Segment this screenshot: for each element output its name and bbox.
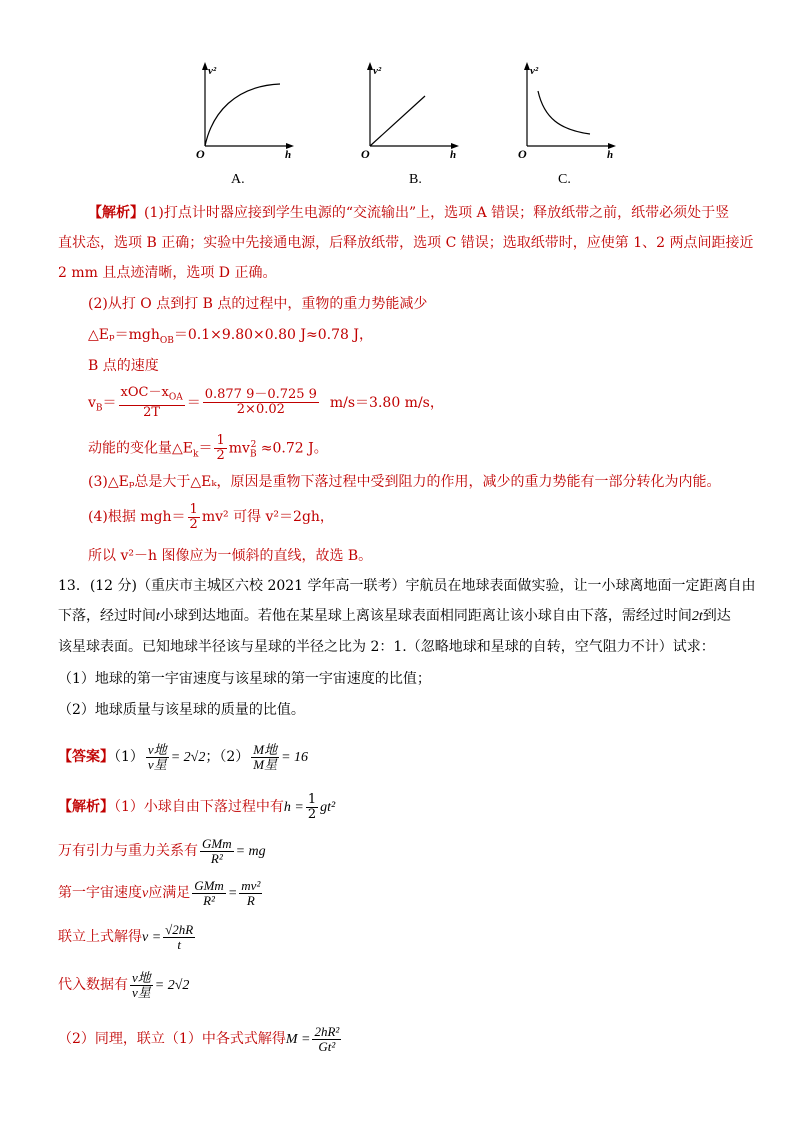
answer-p1: （1） xyxy=(114,749,144,765)
s6-text: （2）同理，联立（1）中各式式解得 xyxy=(58,1031,286,1047)
s6-frac xyxy=(312,1025,341,1054)
s4-eq: v = xyxy=(142,930,162,945)
s5-num: v地 xyxy=(132,969,151,985)
q13-2t: 2t xyxy=(691,609,703,624)
vb-den: 2T xyxy=(143,404,161,420)
s5-den: v星 xyxy=(132,984,151,1000)
q13-line1: 13．(12 分)（重庆市主城区六校 2021 学年高一联考）宇航员在地球表面做实验，让一小球离地面一定距离自由 xyxy=(58,578,756,594)
ek-equation: 动能的变化量$\triangle E_k=$ $\frac{1}{2}$ $mv_B^2 \approx 0.72$ J。 xyxy=(88,433,328,464)
analysis1-tag: 【解析】 xyxy=(88,205,144,221)
s3v: v xyxy=(142,886,149,901)
analysis1-p2b xyxy=(88,325,373,351)
analysis2-s6 xyxy=(58,1024,343,1055)
s1-eq: h = xyxy=(283,800,304,815)
s3a: 第一宇宙速度 xyxy=(58,885,142,901)
s1-frac xyxy=(306,793,318,822)
p4-pre: (4)根据 mgh＝ xyxy=(88,509,186,525)
analysis1-p2c: B 点的速度 xyxy=(88,358,159,374)
s1-post: gt² xyxy=(320,800,336,815)
s1-num: 1 xyxy=(307,791,317,807)
s3-eq: = xyxy=(227,886,238,901)
ek-post: mv xyxy=(228,440,250,457)
answer-r1-frac xyxy=(146,743,169,772)
s3-num: GMm xyxy=(194,877,224,893)
svg-text:h: h xyxy=(450,149,457,161)
answer-r1-den: v星 xyxy=(147,756,167,772)
s1-den: 2 xyxy=(307,806,317,822)
ek-frac xyxy=(214,434,226,463)
answer-r2-num: M地 xyxy=(253,741,278,757)
svg-text:O: O xyxy=(196,147,205,161)
svg-text:h: h xyxy=(285,149,292,161)
delta-ep: △Eₚ＝mgh xyxy=(88,327,160,343)
svg-text:h: h xyxy=(607,149,614,161)
q13-l2b: 小球到达地面。若他在某星球上离该星球表面相同距离让该小球自由下落，需经过时间 xyxy=(159,608,692,624)
answer-line xyxy=(58,742,308,773)
vb-num2: 0.877 9－0.725 9 xyxy=(204,387,317,403)
s3-frac1 xyxy=(192,879,226,908)
vb-lhs-sub: B xyxy=(95,403,103,414)
ek-sub: k xyxy=(193,449,199,460)
vb-num-rest: OC－x xyxy=(127,385,169,400)
analysis2-s4 xyxy=(58,922,197,953)
graph-b xyxy=(355,58,465,168)
analysis1-line3: 2 mm 且点迹清晰，选项 D 正确。 xyxy=(58,265,277,281)
s3-den2: R xyxy=(246,892,255,908)
answer-r2-den: M星 xyxy=(253,756,278,772)
graph-a-label: A. xyxy=(231,172,245,187)
vb-den2: 2×0.02 xyxy=(236,402,285,418)
answer-r1-val: = 2√2 xyxy=(170,750,206,765)
svg-text:v²: v² xyxy=(530,65,539,77)
s4-frac xyxy=(163,923,195,952)
vb-frac2 xyxy=(203,388,319,417)
analysis1-line2: 直状态，选项 B 正确；实验中先接通电源，后释放纸带，选项 C 错误；选取纸带时，应使第 1、2 两点间距接近 xyxy=(58,235,754,251)
ek-num: 1 xyxy=(216,433,225,449)
analysis2-s3 xyxy=(58,878,264,909)
delta-ep-rest: ＝0.1×9.80×0.80 J≈0.78 J， xyxy=(173,327,373,343)
q13-line2 xyxy=(58,606,731,627)
analysis2-s1 xyxy=(58,792,335,823)
q13-l2a: 下落，经过时间 xyxy=(58,608,156,624)
q13-t: t xyxy=(156,609,160,624)
ek-post2: ≈0.72 J。 xyxy=(260,440,328,457)
graph-a xyxy=(190,58,300,168)
graph-b-label: B. xyxy=(409,172,422,187)
s2-num: GMm xyxy=(202,835,232,851)
analysis1-p2a: (2)从打 O 点到打 B 点的过程中，重物的重力势能减少 xyxy=(88,296,428,312)
s3-num2: mv² xyxy=(241,877,261,893)
answer-tag: 【答案】 xyxy=(58,749,114,765)
svg-text:v²: v² xyxy=(373,65,382,77)
s2-post: = mg xyxy=(235,844,266,859)
s4-num: √2hR xyxy=(165,921,194,937)
answer-r2-val: = 16 xyxy=(281,750,309,765)
p4-post: mv² 可得 v²＝2gh， xyxy=(201,509,334,525)
s3-frac2 xyxy=(239,879,262,908)
p4-frac xyxy=(188,503,200,532)
s5-text: 代入数据有 xyxy=(58,977,128,993)
p4-equation xyxy=(88,502,334,532)
s2-text: 万有引力与重力关系有 xyxy=(58,843,198,859)
s6-den: Gt² xyxy=(318,1038,336,1054)
s5-val: = 2√2 xyxy=(154,978,190,993)
vb-num-x: x xyxy=(120,385,128,400)
s5-frac xyxy=(130,971,153,1000)
delta-ep-sub: OB xyxy=(159,335,174,346)
s2-frac xyxy=(200,837,234,866)
vb-num-sub: OA xyxy=(168,392,183,403)
vb-equation: $v_B=$ $\frac{xOC-x_{OA}}{2T}$ ＝ $\frac{0.877 9-0.725 9}{2\times 0.02}$ m/s＝3.80 m/s， xyxy=(88,385,444,420)
answer-r1-num: v地 xyxy=(147,741,167,757)
p4-den: 2 xyxy=(189,516,198,532)
s3b: 应满足 xyxy=(148,885,191,901)
q13-l2d: 到达 xyxy=(702,608,731,624)
graph-c xyxy=(512,58,622,168)
s6-eq: M = xyxy=(285,1032,311,1047)
ek-pre: 动能的变化量△E xyxy=(88,440,193,457)
s4-den: t xyxy=(177,936,182,952)
vb-frac1 xyxy=(119,386,185,420)
q13-line3: 该星球表面。已知地球半径该与星球的半径之比为 2：1.（忽略地球和星球的自转，空气阻力不计）试求： xyxy=(58,639,715,655)
vb-lhs: v xyxy=(88,394,96,411)
svg-text:v²: v² xyxy=(208,65,217,77)
analysis2-s1-text: （1）小球自由下落过程中有 xyxy=(114,799,284,815)
s3-den: R² xyxy=(203,892,215,908)
graph-c-label: C. xyxy=(558,172,571,187)
ek-den: 2 xyxy=(216,448,225,464)
svg-text:O: O xyxy=(518,147,527,161)
analysis1-p5: 所以 v²－h 图像应为一倾斜的直线，故选 B。 xyxy=(88,548,373,564)
answer-sep: ；（2） xyxy=(205,749,250,765)
answer-r2-frac xyxy=(251,743,279,772)
analysis1-line1 xyxy=(88,203,729,223)
analysis1-text1: (1)打点计时器应接到学生电源的“交流输出”上，选项 A 错误；释放纸带之前，纸带必须处于竖 xyxy=(144,205,730,221)
s4-text: 联立上式解得 xyxy=(58,929,142,945)
analysis2-s2 xyxy=(58,836,266,867)
analysis1-p3: (3)△Eₚ总是大于△Eₖ，原因是重物下落过程中受到阻力的作用，减少的重力势能有一部分转化为内能。 xyxy=(88,474,721,490)
analysis2-s5 xyxy=(58,970,189,1001)
q13-sub2: （2）地球质量与该星球的质量的比值。 xyxy=(58,702,305,718)
s2-den: R² xyxy=(210,850,223,866)
q13-sub1: （1）地球的第一宇宙速度与该星球的第一宇宙速度的比值； xyxy=(58,671,431,687)
vb-result: m/s＝3.80 m/s， xyxy=(329,394,444,411)
svg-text:O: O xyxy=(361,147,370,161)
analysis2-tag: 【解析】 xyxy=(58,799,114,815)
s6-num: 2hR² xyxy=(314,1023,340,1039)
p4-num: 1 xyxy=(189,501,198,517)
